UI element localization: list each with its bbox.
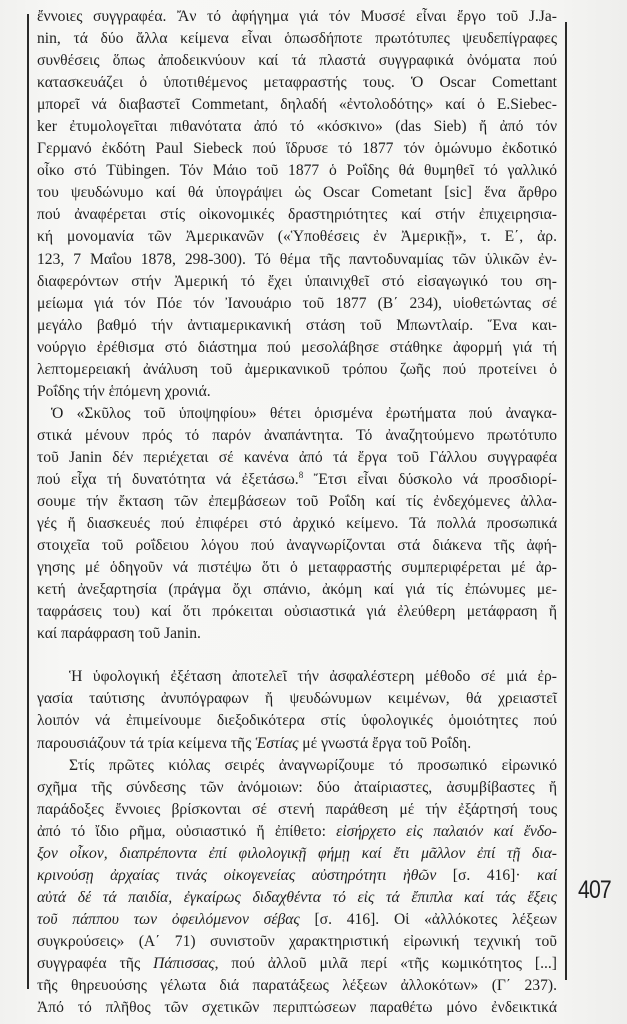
text-segment: παρουσιάζουν τά τρία κείμενα τῆς bbox=[37, 734, 256, 752]
text-line: συγκρούσεις» (Α΄ 71) συνιστοῦν χαρακτηριστική εἰρωνική τεχνική τοῦ bbox=[37, 932, 557, 950]
text-line: ker ἐτυμολογεῖται πιθανότατα ἀπό τό «κόσκινο» (das Sieb) ἤ ἀπό τόν bbox=[37, 118, 557, 136]
page-number: 407 bbox=[578, 876, 611, 904]
text-segment: ἀπό τό ἴδιο ρῆμα, οὐσιαστικό ἤ ἐπίθετο: bbox=[37, 822, 337, 840]
text-segment: , πού ἀλλοῦ μιλᾶ περί «τῆς κωμικότητος [...] bbox=[214, 954, 557, 972]
text-line: σουμε τήν ἔκταση τῶν ἐπεμβάσεων τοῦ Ροΐδη καί τίς ἐνδεχόμενες ἀλλα- bbox=[37, 493, 557, 511]
text-segment: πού εἶχα τή δυνατότητα νά ἐξετάσω. bbox=[37, 470, 299, 488]
text-line: συνθέσεις ὅπως ἀποδεικνύουν καί τά πλαστά συγγραφικά ὀνόματα πού bbox=[37, 52, 557, 70]
paragraph-2 bbox=[37, 403, 557, 646]
text-line: Γερμανό ἐκδότη Paul Siebeck πού ἵδρυσε τό 1877 τόν ὁμώνυμο ἐκδοτικό bbox=[37, 140, 557, 158]
text-line: ἔννοιες συγγραφέα. Ἄν τό ἀφήγημα γιά τόν Μυσσέ εἶναι ἔργο τοῦ J.Ja- bbox=[37, 8, 557, 25]
text-line: καί παράφραση τοῦ Janin. bbox=[37, 625, 201, 643]
text-line bbox=[37, 821, 557, 843]
section-gap bbox=[37, 645, 557, 666]
text-line: του ψευδώνυμο καί θά ὑπογράψει ὡς Oscar Cometant [sic] ἕνα ἄρθρο bbox=[37, 184, 557, 202]
text-line: πού ἀναφέρεται στίς οἰκονομικές δραστηριότητες καί στήν ἐπιχειρησια- bbox=[37, 206, 557, 224]
text-line: νούργιο ἐρέθισμα στό διάστημα πού μεσολάβησε στάθηκε ἀφορμή γιά τή bbox=[37, 338, 557, 356]
text-line: Στίς πρῶτες κιόλας σειρές ἀναγνωρίζουμε τό προσωπικό εἰρωνικό bbox=[69, 756, 557, 774]
text-line bbox=[37, 909, 557, 931]
quotation: κρινούσῃ ἀρχαίας τινάς οἰκογενείας αὐστηρότητι ἠθῶν bbox=[37, 866, 437, 884]
citation: [σ. 416]· bbox=[436, 866, 521, 884]
text-line: κετή ἀνεξαρτησία (πράγμα ὄχι σπάνιο, ἀκόμη καί γιά τίς ἐπώνυμες με- bbox=[37, 581, 557, 599]
italic-title: Ἑστίας bbox=[255, 734, 299, 752]
text-line: γησης μέ ὁδηγοῦν νά πιστέψω ὅτι ὁ μεταφραστής συμπεριφέρεται μέ ἀρ- bbox=[37, 559, 557, 577]
text-segment: συγγραφέα τῆς bbox=[37, 954, 154, 972]
text-line bbox=[37, 469, 557, 491]
quotation: εἰσήρχετο εἰς παλαιόν καί ἔνδο- bbox=[336, 822, 557, 840]
quotation-line: ξον οἶκον, διαπρέποντα ἐπί φιλολογικῇ φήμῃ καί ἔτι μᾶλλον ἐπί τῇ δια- bbox=[37, 844, 557, 862]
text-line: τοῦ Janin δέν περιέχεται σέ κανένα ἀπό τά ἔργα τοῦ Γάλλου συγγραφέα bbox=[37, 448, 557, 466]
paragraph-3 bbox=[37, 666, 557, 754]
text-line: παράδοξες ἔννοιες βρίσκονται σέ στενή παράθεση μέ τήν ἐξάρτησή τους bbox=[37, 800, 557, 818]
text-line: μεγάλο βαθμό τήν ἀντιαμερικανική στάση τοῦ Μπωντλαίρ. Ἕνα και- bbox=[37, 316, 557, 334]
text-line: οἶκο στό Tübingen. Τόν Μάιο τοῦ 1877 ὁ Ροΐδης θά θυμηθεῖ τό γαλλικό bbox=[37, 162, 557, 180]
text-line: σχῆμα τῆς σύνδεσης τῶν ἀνόμοιων: δύο ἀταίριαστες, ἀσυμβίβαστες ἤ bbox=[37, 778, 557, 796]
text-line: λεπτομερειακή ἀνάλυση τοῦ ἀμερικανικοῦ τρόπου ζωῆς πού προτείνει ὁ bbox=[37, 360, 557, 378]
text-line: μπορεῖ νά διαβαστεῖ Commetant, δηλαδή «ἐντολοδότης» καί ὁ E.Siebec- bbox=[37, 96, 557, 114]
text-line: 123, 7 Μαΐου 1878, 298-300). Τό θέμα τῆς παντοδυναμίας τῶν ὑλικῶν ἐν- bbox=[37, 250, 557, 268]
paragraph-4 bbox=[37, 755, 557, 1020]
quotation-line: αὐτά δέ τά παιδία, ἐγκαίρως διδαχθέντα τό εἰς τά ἔπιπλα καί τάς ἕξεις bbox=[37, 888, 557, 906]
text-line: λοιπόν νά ἐπιμείνουμε διεξοδικότερα στίς ὑφολογικές ὁμοιότητες πού bbox=[37, 712, 557, 730]
text-segment: Ἔτσι εἶναι δύσκολο νά προσδιορί- bbox=[303, 470, 558, 488]
text-line: γασία ταύτισης ἀνυπόγραφων ἤ ψευδώνυμων κειμένων, θά χρειαστεῖ bbox=[37, 690, 557, 708]
paragraph-1 bbox=[37, 6, 557, 403]
text-line: γές ἤ διασκευές πού ἐπιφέρει στό ἀρχικό κείμενο. Τά πολλά προσωπικά bbox=[37, 515, 557, 533]
text-segment: μέ γνωστά ἔργα τοῦ Ροΐδη. bbox=[298, 734, 472, 752]
footnote-reference[interactable]: 8 bbox=[298, 469, 304, 480]
text-line: Ἡ ὑφολογική ἐξέταση ἀποτελεῖ τήν ἀσφαλέστερη μέθοδο σέ μιά ἐρ- bbox=[69, 668, 557, 686]
text-line: Ὁ «Σκῦλος τοῦ ὑποψηφίου» θέτει ὁρισμένα ἐρωτήματα πού ἀναγκα- bbox=[51, 404, 557, 422]
text-segment: [σ. 416]. Οἱ «ἀλλόκοτες λέξεων bbox=[299, 910, 557, 928]
text-line: στοιχεῖα τοῦ ροΐδειου λόγου πού ἀναγνωρίζονται στά διάκενα τῆς ἀφή- bbox=[37, 537, 557, 555]
text-line bbox=[37, 953, 557, 975]
text-line: Ροΐδης τήν ἑπόμενη χρονιά. bbox=[37, 382, 211, 400]
text-line: Ἀπό τό πλῆθος τῶν σχετικῶν περιπτώσεων παραθέτω μόνο ἐνδεικτικά bbox=[37, 999, 557, 1017]
right-margin-rule bbox=[565, 22, 567, 980]
body-text bbox=[37, 6, 557, 1019]
text-line: κατασκευάζει ὁ ὑποτιθέμενος μεταφραστής τους. Ὁ Oscar Comettant bbox=[37, 74, 557, 92]
text-line: nin, τά δύο ἄλλα κείμενα εἶναι ὁπωσδήποτε πρωτότυπες ψευδεπίγραφες bbox=[37, 30, 557, 48]
text-line: ταφράσεις του) καί ὅτι πρόκειται οὐσιαστικά γιά ἐλεύθερη μετάφραση ἤ bbox=[37, 603, 557, 621]
text-line bbox=[37, 733, 557, 755]
left-margin-rule bbox=[27, 14, 29, 989]
text-line: κή μονομανία τῶν Ἀμερικανῶν («Ὑποθέσεις ἐν Ἀμερικῇ», τ. Ε΄, ἀρ. bbox=[37, 228, 557, 246]
text-line bbox=[37, 865, 557, 887]
text-line: στικά μένουν πρός τό παρόν ἀναπάντητα. Τό ἀναζητούμενο πρωτότυπο bbox=[37, 426, 557, 444]
quotation: καί bbox=[520, 866, 557, 884]
italic-title: Πάπισσας bbox=[153, 954, 215, 972]
quotation: τοῦ πάππου των ὀφειλόμενον σέβας bbox=[37, 910, 300, 928]
text-line: μείωμα γιά τόν Πόε τόν Ἰανουάριο τοῦ 1877 (Β΄ 234), υἱοθετώντας σέ bbox=[37, 294, 557, 312]
text-line: τῆς θηρευούσης γέλωτα διά παρατάξεως λέξεων ἀλλοκότων» (Γ΄ 237). bbox=[37, 977, 557, 995]
text-line: διαφερόντων στήν Ἀμερική τό ἔχει ὑπαινιχθεῖ στό εἰσαγωγικό του ση- bbox=[37, 272, 557, 290]
